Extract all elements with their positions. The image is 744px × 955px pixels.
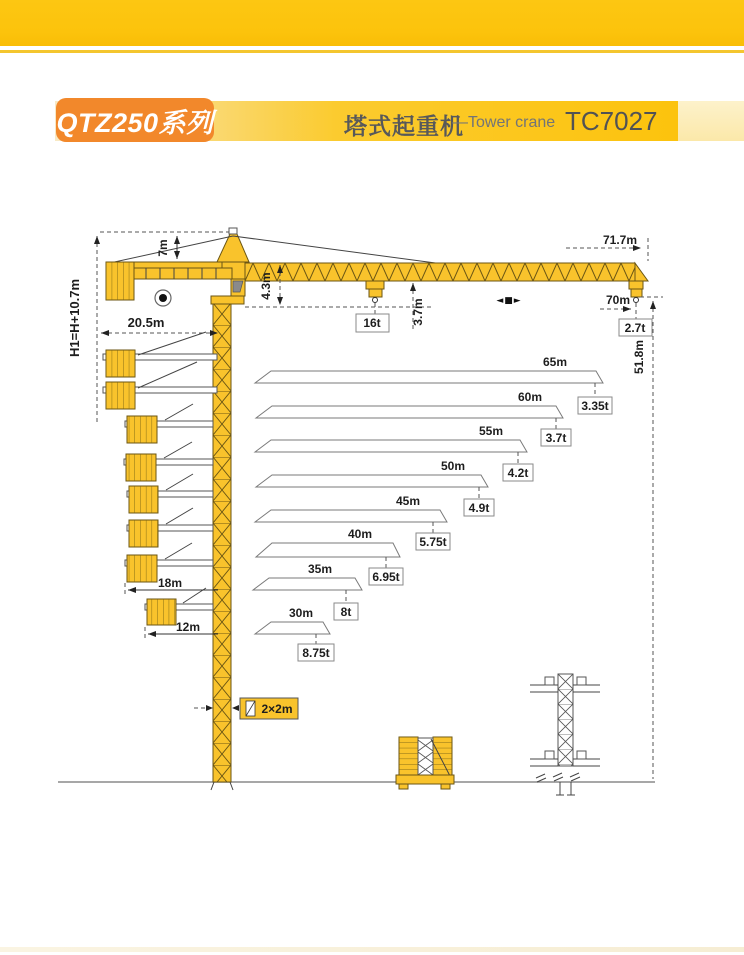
svg-text:70m: 70m (605, 293, 631, 307)
jib (245, 263, 648, 281)
mast-section-callout (194, 698, 298, 719)
dim-70m (600, 293, 631, 309)
svg-text:45m: 45m (395, 494, 420, 508)
counterweight-config-3 (125, 404, 213, 443)
svg-text:3.7m: 3.7m (411, 298, 425, 326)
counterweight-config-4 (124, 442, 213, 481)
dim-20-5m (101, 315, 218, 333)
svg-text:7m: 7m (156, 239, 170, 257)
load-row-60m (256, 390, 571, 446)
svg-text:20.5m: 20.5m (127, 315, 165, 330)
series-badge-label: QTZ250系列 (56, 107, 214, 138)
counter-jib (106, 262, 232, 300)
svg-text:50m: 50m (440, 459, 465, 473)
svg-text:8t: 8t (340, 605, 352, 619)
tower-mast (211, 303, 233, 790)
svg-text:18m: 18m (157, 576, 183, 590)
svg-text:55m: 55m (478, 424, 503, 438)
svg-text:51.8m: 51.8m (632, 339, 646, 375)
load-row-45m (255, 494, 450, 550)
central-ballast-base (396, 737, 454, 789)
dim-h1 (67, 236, 97, 425)
svg-text:65m: 65m (542, 355, 567, 369)
svg-text:3.35t: 3.35t (581, 399, 609, 413)
load-row-50m (256, 459, 494, 516)
trolley-symbol: ◄■► (496, 296, 522, 306)
tip-capacity-label: 2.7t (624, 321, 646, 335)
max-capacity-label: 16t (363, 316, 381, 330)
svg-text:5.75t: 5.75t (419, 535, 447, 549)
page-title-cn: 塔式起重机 (344, 113, 464, 139)
svg-text:8.75t: 8.75t (302, 646, 330, 660)
dim-7m (100, 232, 229, 259)
dim-71-7m (566, 233, 648, 261)
svg-text:12m: 12m (175, 620, 201, 634)
svg-text:3.7t: 3.7t (545, 431, 567, 445)
svg-text:4.3m: 4.3m (259, 272, 273, 300)
svg-text:2×2m: 2×2m (261, 702, 293, 716)
dim-3-7m (245, 283, 432, 330)
page-title-en: —Tower crane (452, 114, 556, 131)
svg-text:60m: 60m (517, 390, 542, 404)
counterweight-config-6 (127, 508, 213, 547)
svg-text:H1=H+10.7m: H1=H+10.7m (67, 278, 82, 358)
svg-text:6.95t: 6.95t (372, 570, 400, 584)
load-row-30m (255, 606, 334, 661)
svg-text:4.2t: 4.2t (507, 466, 529, 480)
svg-text:30m: 30m (288, 606, 313, 620)
svg-text:71.7m: 71.7m (602, 233, 638, 247)
load-row-40m (256, 527, 403, 585)
load-row-55m (255, 424, 533, 481)
slew-centre-icon (155, 290, 171, 306)
model-number: TC7027 (565, 106, 658, 136)
anchorage-detail (530, 674, 600, 795)
counterweight-config-1 (103, 332, 217, 377)
load-row-65m (255, 355, 612, 414)
dim-51-8m (632, 297, 663, 779)
svg-text:4.9t: 4.9t (468, 501, 490, 515)
svg-text:35m: 35m (307, 562, 332, 576)
svg-text:40m: 40m (347, 527, 372, 541)
bottom-banner-rule (0, 947, 744, 952)
